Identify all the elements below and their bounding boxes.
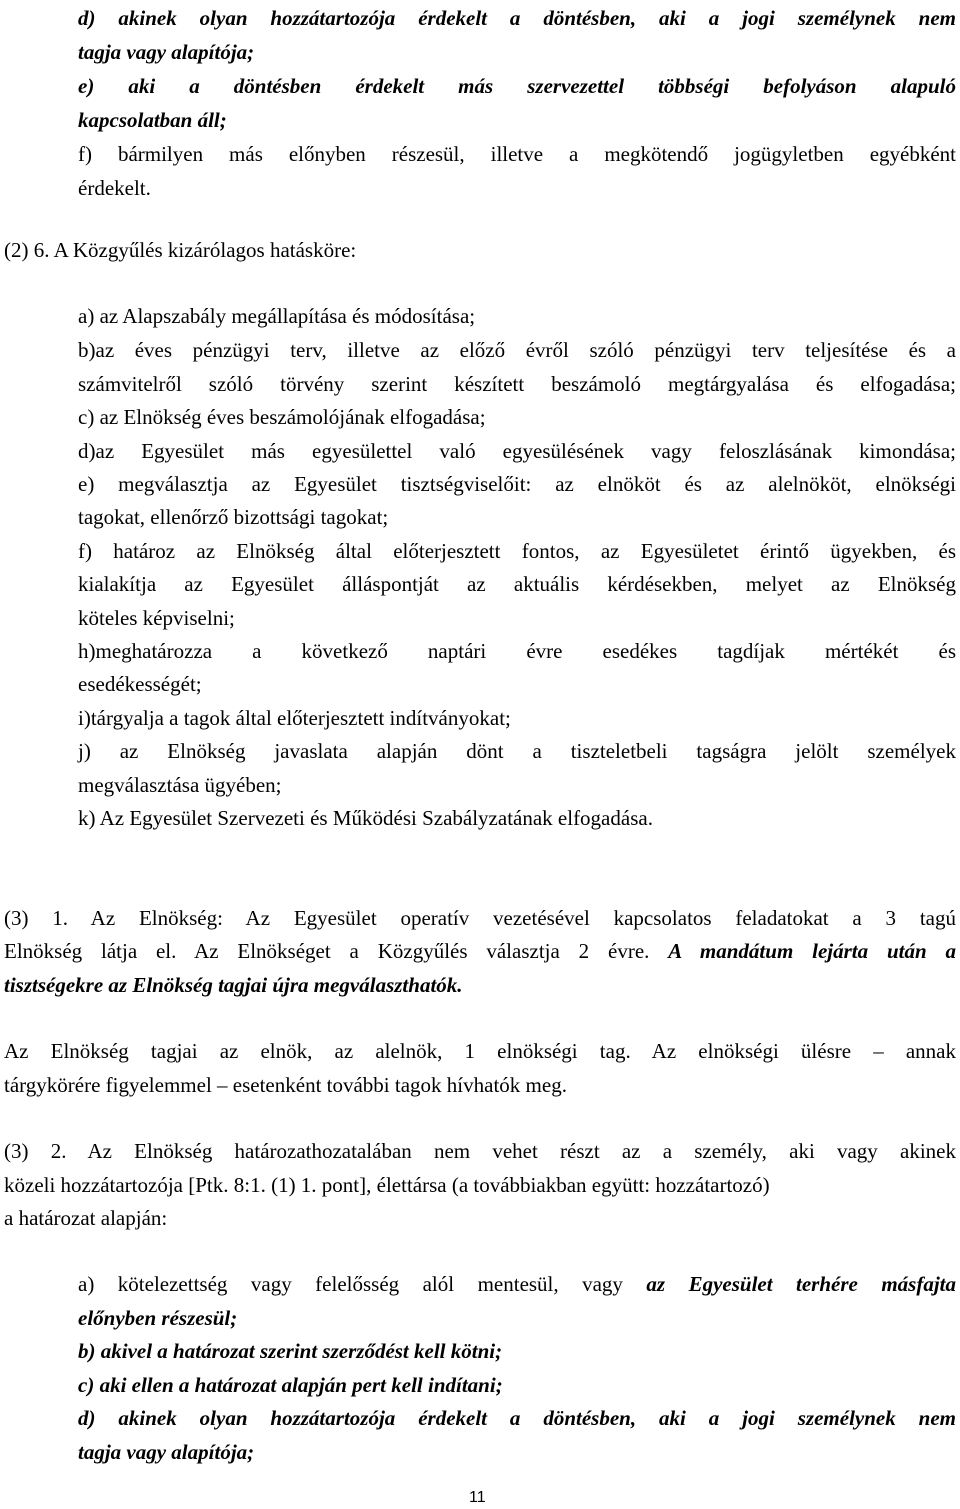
s2-item-d: d)az Egyesület más egyesülettel való egyesülésének vagy feloszlásának kimondása;	[78, 439, 956, 463]
s32-item-a-bold: az Egyesület terhére másfajta	[646, 1272, 956, 1296]
s2-item-c: c) az Elnökség éves beszámolójának elfogadása;	[78, 405, 486, 429]
para-f-line2: érdekelt.	[78, 176, 151, 200]
page-number: 11	[469, 1489, 486, 1506]
s2-item-j-line2: megválasztása ügyében;	[78, 773, 282, 797]
s2-item-f-line1: f) határoz az Elnökség által előterjesztett fontos, az Egyesületet érintő ügyekben, és	[78, 539, 956, 563]
s32-item-a-line2: előnyben részesül;	[78, 1306, 238, 1330]
s3-line5: tárgykörére figyelemmel – esetenként további tagok hívhatók meg.	[4, 1073, 567, 1097]
section-heading: (2) 6. A Közgyűlés kizárólagos hatásköre:	[4, 238, 357, 262]
s2-item-b-line2: számvitelről szóló törvény szerint készített beszámoló megtárgyalása és elfogadása;	[78, 372, 956, 396]
para-d-line1: d) akinek olyan hozzátartozója érdekelt a döntésben, aki a jogi személynek nem	[78, 6, 956, 30]
para-e-line1: e) aki a döntésben érdekelt más szervezettel többségi befolyáson alapuló	[78, 74, 956, 98]
s2-item-j-line1: j) az Elnökség javaslata alapján dönt a tiszteletbeli tagságra jelölt személyek	[78, 739, 956, 763]
s2-item-k: k) Az Egyesület Szervezeti és Működési Szabályzatának elfogadása.	[78, 806, 653, 830]
s3-line2	[4, 941, 956, 962]
s2-item-f-line3: köteles képviselni;	[78, 606, 235, 630]
para-d-line2: tagja vagy alapítója;	[78, 40, 255, 64]
s3-line4: Az Elnökség tagjai az elnök, az alelnök, 1 elnökségi tag. Az elnökségi ülésre – annak	[4, 1039, 956, 1063]
s2-item-h-line2: esedékességét;	[78, 672, 202, 696]
s3-line2-bold: A mandátum lejárta után a	[668, 939, 956, 963]
s32-item-b: b) akivel a határozat szerint szerződést kell kötni;	[78, 1339, 503, 1363]
para-f-line1: f) bármilyen más előnyben részesül, illetve a megkötendő jogügyletben egyébként	[78, 142, 956, 166]
s32-item-a-plain: a) kötelezettség vagy felelősség alól mentesül, vagy	[78, 1272, 647, 1296]
s32-item-d-line1: d) akinek olyan hozzátartozója érdekelt a döntésben, aki a jogi személynek nem	[78, 1406, 956, 1430]
s3-line2-plain: Elnökség látja el. Az Elnökséget a Közgyűlés választja 2 évre.	[4, 939, 669, 963]
s2-item-f-line2: kialakítja az Egyesület álláspontját az aktuális kérdésekben, melyet az Elnökség	[78, 572, 956, 596]
s32-line3: a határozat alapján:	[4, 1206, 168, 1230]
s2-item-a: a) az Alapszabály megállapítása és módosítása;	[78, 304, 476, 328]
s3-line3: tisztségekre az Elnökség tagjai újra megválaszthatók.	[4, 973, 463, 997]
s32-item-d-line2: tagja vagy alapítója;	[78, 1440, 255, 1464]
s2-item-b-line1: b)az éves pénzügyi terv, illetve az előző évről szóló pénzügyi terv teljesítése és a	[78, 338, 956, 362]
s2-item-i: i)tárgyalja a tagok által előterjesztett indítványokat;	[78, 706, 511, 730]
s32-line2: közeli hozzátartozója [Ptk. 8:1. (1) 1. pont], élettársa (a továbbiakban együtt: hozzátartozó)	[4, 1173, 770, 1197]
s3-line1: (3) 1. Az Elnökség: Az Egyesület operatív vezetésével kapcsolatos feladatokat a 3 tagú	[4, 906, 956, 930]
s32-line1: (3) 2. Az Elnökség határozathozatalában nem vehet részt az a személy, aki vagy akinek	[4, 1139, 956, 1163]
para-e-line2: kapcsolatban áll;	[78, 108, 227, 132]
s2-item-h-line1: h)meghatározza a következő naptári évre esedékes tagdíjak mértékét és	[78, 639, 956, 663]
s32-item-c: c) aki ellen a határozat alapján pert kell indítani;	[78, 1373, 503, 1397]
s2-item-e-line2: tagokat, ellenőrző bizottsági tagokat;	[78, 505, 389, 529]
s32-item-a-line1	[78, 1274, 956, 1295]
s2-item-e-line1: e) megválasztja az Egyesület tisztségviselőit: az elnököt és az alelnököt, elnökségi	[78, 472, 956, 496]
